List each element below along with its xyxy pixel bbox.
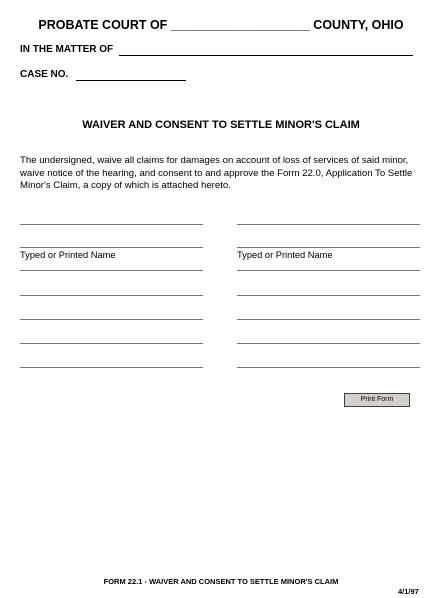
address-line-right[interactable]: [237, 343, 420, 344]
address-line-left[interactable]: [20, 319, 203, 320]
print-form-button[interactable]: Print Form: [344, 393, 410, 407]
case-number-label: CASE NO.: [20, 69, 69, 80]
address-line-left[interactable]: [20, 367, 203, 368]
address-line-left[interactable]: [20, 295, 203, 296]
name-line-right[interactable]: [237, 247, 420, 248]
address-line-right[interactable]: [237, 270, 420, 271]
typed-name-label-right: Typed or Printed Name: [237, 250, 333, 260]
address-line-right[interactable]: [237, 319, 420, 320]
form-title: WAIVER AND CONSENT TO SETTLE MINOR'S CLAIM: [82, 119, 360, 131]
address-line-left[interactable]: [20, 343, 203, 344]
footer-date: 4/1/97: [398, 587, 419, 596]
name-line-left[interactable]: [20, 247, 203, 248]
court-title: PROBATE COURT OF ____________________ COUNTY, OHIO: [38, 18, 404, 32]
address-line-right[interactable]: [237, 295, 420, 296]
footer-form-title: FORM 22.1 - WAIVER AND CONSENT TO SETTLE MINOR'S CLAIM: [103, 577, 339, 586]
signature-line-right[interactable]: [237, 224, 420, 225]
case-number-field[interactable]: [76, 80, 186, 81]
matter-field[interactable]: [119, 55, 413, 56]
typed-name-label-left: Typed or Printed Name: [20, 250, 116, 260]
matter-label: IN THE MATTER OF: [20, 44, 114, 55]
signature-line-left[interactable]: [20, 224, 203, 225]
address-line-right[interactable]: [237, 367, 420, 368]
consent-statement: The undersigned, waive all claims for damages on account of loss of services of said minor, waive notice of the hearing, and consent to and approve the Form 22.0, Application To Settle Minor's Claim, a copy of which is attached hereto.: [20, 155, 413, 191]
address-line-left[interactable]: [20, 270, 203, 271]
